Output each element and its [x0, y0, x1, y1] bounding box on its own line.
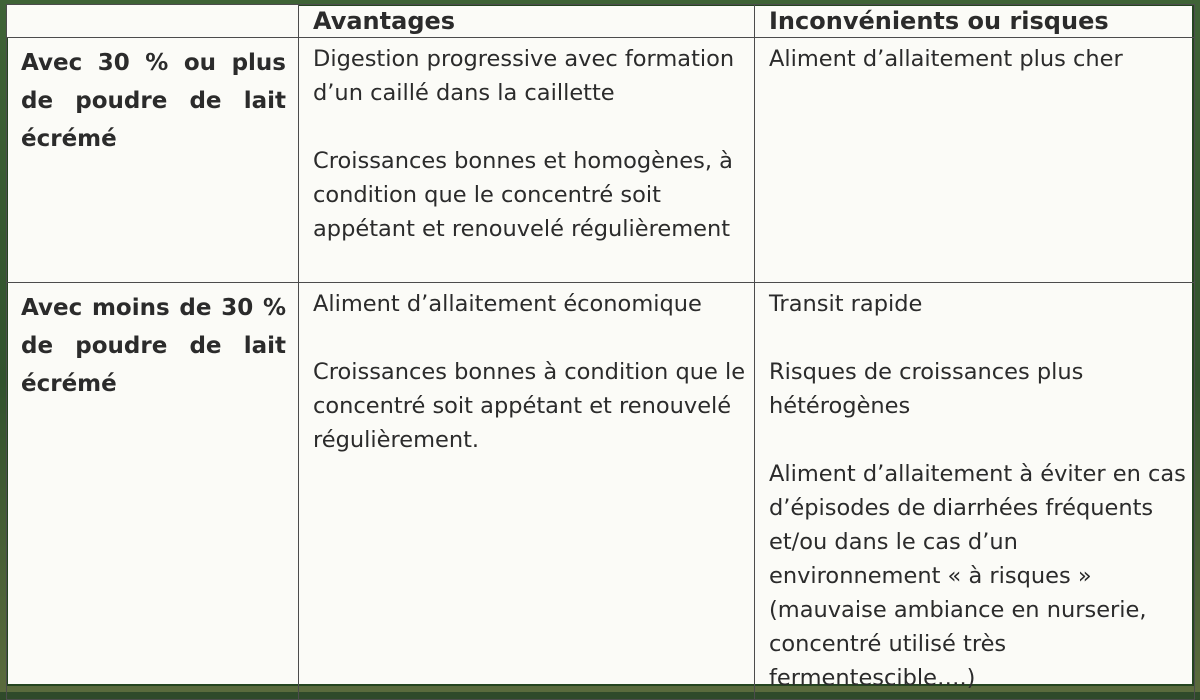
row-label: Avec 30 % ou plus de poudre de lait écrémé	[7, 38, 299, 283]
inconvenients-cell	[755, 283, 1195, 700]
inconvenients-paragraph: Aliment d’allaitement plus cher	[769, 46, 1123, 72]
row-label: Avec moins de 30 % de poudre de lait écrémé	[7, 283, 299, 700]
table-row	[7, 283, 1195, 700]
header-inconvenients: Inconvénients ou risques	[755, 5, 1195, 38]
header-empty-cell	[7, 5, 299, 38]
table-row	[7, 38, 1195, 283]
inconvenients-cell	[755, 38, 1195, 283]
inconvenients-paragraph: Transit rapide	[769, 291, 923, 317]
inconvenients-paragraph: Aliment d’allaitement à éviter en cas d’épisodes de diarrhées fréquents et/ou dans le cas d’un environnement « à risques » (mauvaise ambiance en nurserie, concentré utilisé très fermentescible….)	[769, 461, 1186, 691]
header-avantages: Avantages	[299, 5, 755, 38]
avantages-paragraph: Croissances bonnes à condition que le concentré soit appétant et renouvelé régulièrement.	[313, 359, 746, 453]
header-row	[7, 5, 1195, 38]
avantages-paragraph: Digestion progressive avec formation d’un caillé dans la caillette	[313, 46, 735, 106]
avantages-paragraph: Croissances bonnes et homogènes, à condition que le concentré soit appétant et renouvelé régulièrement	[313, 148, 733, 242]
avantages-cell	[299, 283, 755, 700]
inconvenients-paragraph: Risques de croissances plus hétérogènes	[769, 359, 1084, 419]
avantages-cell	[299, 38, 755, 283]
avantages-paragraph: Aliment d’allaitement économique	[313, 291, 702, 317]
comparison-table	[6, 4, 1195, 700]
